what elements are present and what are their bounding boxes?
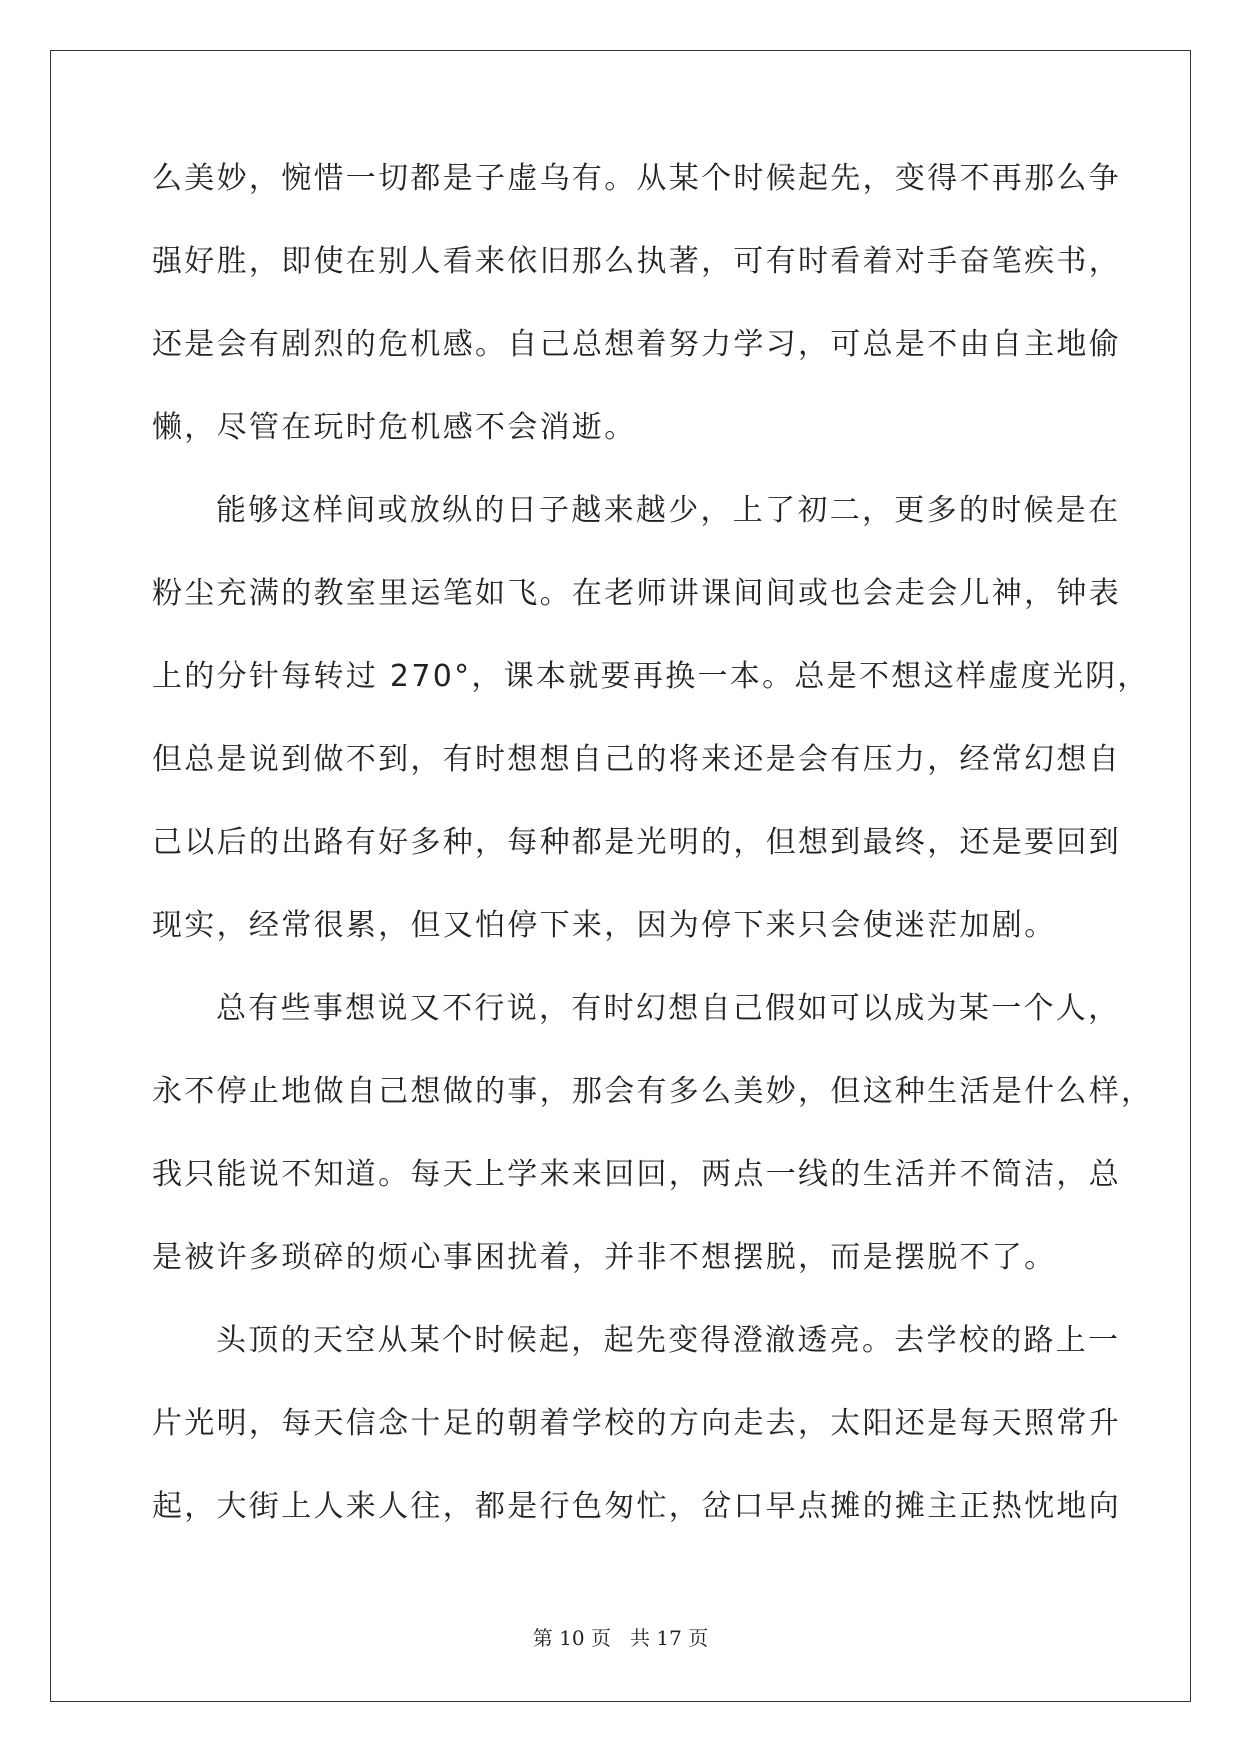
page-total: 共 17 页 xyxy=(630,1626,709,1650)
page-number: 第 10 页 xyxy=(532,1626,611,1650)
page-footer xyxy=(0,1625,1241,1651)
text-line: 懒，尽管在玩时危机感不会消逝。 xyxy=(152,410,637,445)
text-line: 但总是说到做不到，有时想想自己的将来还是会有压力，经常幻想自 xyxy=(152,742,1121,777)
document-body xyxy=(152,158,1154,1569)
text-line: 己以后的出路有好多种，每种都是光明的，但想到最终，还是要回到 xyxy=(152,825,1121,860)
text-line: 现实，经常很累，但又怕停下来，因为停下来只会使迷茫加剧。 xyxy=(152,908,1057,943)
text-line: 粉尘充满的教室里运笔如飞。在老师讲课间间或也会走会儿神，钟表 xyxy=(152,576,1121,611)
paragraph-start-line: 头顶的天空从某个时候起，起先变得澄澈透亮。去学校的路上一 xyxy=(216,1323,1121,1358)
paragraph-start-line: 总有些事想说又不行说，有时幻想自己假如可以成为某一个人， xyxy=(216,991,1121,1026)
text-line: 还是会有剧烈的危机感。自己总想着努力学习，可总是不由自主地偷 xyxy=(152,327,1121,362)
text-line: 片光明，每天信念十足的朝着学校的方向走去，太阳还是每天照常升 xyxy=(152,1406,1121,1441)
text-line: 起，大街上人来人往，都是行色匆忙，岔口早点摊的摊主正热忱地向 xyxy=(152,1489,1121,1524)
text-line: 强好胜，即使在别人看来依旧那么执著，可有时看着对手奋笔疾书， xyxy=(152,244,1121,279)
text-line: 永不停止地做自己想做的事，那会有多么美妙，但这种生活是什么样， xyxy=(152,1074,1154,1109)
text-line: 么美妙，惋惜一切都是子虚乌有。从某个时候起先，变得不再那么争 xyxy=(152,161,1121,196)
text-line: 我只能说不知道。每天上学来来回回，两点一线的生活并不简洁，总 xyxy=(152,1157,1121,1192)
text-line: 是被许多琐碎的烦心事困扰着，并非不想摆脱，而是摆脱不了。 xyxy=(152,1240,1057,1275)
paragraph-start-line: 能够这样间或放纵的日子越来越少，上了初二，更多的时候是在 xyxy=(216,493,1121,528)
text-line: 上的分针每转过 270°，课本就要再换一本。总是不想这样虚度光阴， xyxy=(152,659,1150,694)
